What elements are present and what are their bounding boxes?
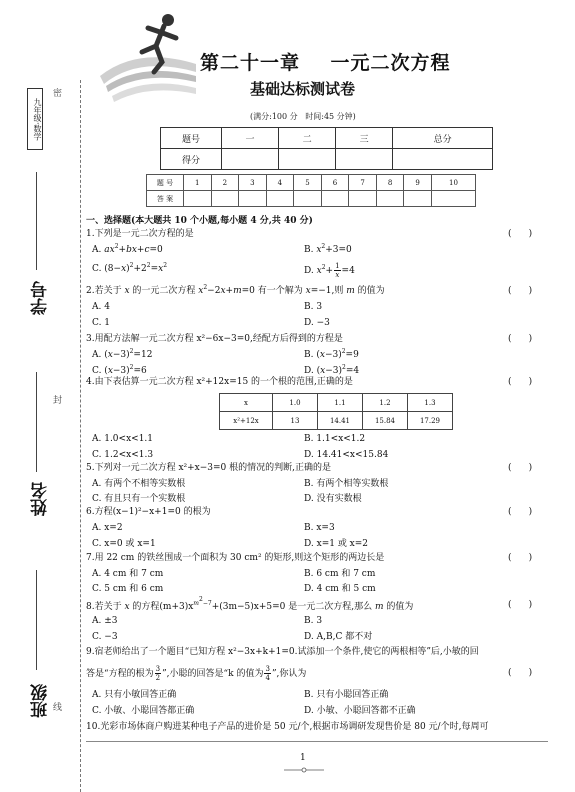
section-heading: 一、选择题(本大题共 10 个小题,每小题 4 分,共 40 分)	[86, 216, 313, 226]
fraction: $\frac{1}{x}$	[335, 262, 340, 279]
answer-bracket[interactable]: ( )	[508, 229, 533, 239]
question-8: 8.若关于 x 的方程$(m+3)x^{m^2-7}+(3m-5)x+5=0$ 是一元二次方程,那么 m 的值为	[86, 596, 414, 612]
estimate-cell: 1.0	[273, 394, 318, 412]
estimate-cell: 15.84	[363, 412, 408, 430]
answer-number-cell: 1	[184, 175, 212, 191]
score-input-cell[interactable]	[279, 149, 336, 170]
q9-text: ”,你认为	[271, 669, 307, 679]
score-row-label: 得分	[161, 149, 222, 170]
q8-option-b: B. 3	[304, 616, 323, 626]
q1-option-b: B. $x^2+3=0$	[304, 243, 352, 255]
score-input-cell[interactable]	[393, 149, 493, 170]
q6-option-c: C. x=0 或 x=1	[92, 539, 156, 549]
answer-input-cell[interactable]	[431, 191, 475, 207]
question-9-line-2	[86, 665, 306, 682]
answer-input-cell[interactable]	[184, 191, 212, 207]
q7-option-b: B. 6 cm 和 7 cm	[304, 569, 376, 579]
score-header-cell: 三	[336, 128, 393, 149]
q6-option-d: D. x=1 或 x=2	[304, 539, 369, 549]
answer-bracket[interactable]: ( )	[508, 286, 533, 296]
fraction-denominator: 4	[265, 674, 270, 682]
q2-stem-text: 的值为	[354, 286, 385, 296]
question-7: 7.用 22 cm 的铁丝围成一个面积为 30 cm² 的矩形,则这个矩形的两边长是	[86, 553, 385, 563]
estimate-cell: 17.29	[408, 412, 453, 430]
q9-text: ”,小聪的回答是“k 的值为	[162, 669, 264, 679]
q6-option-a: A. x=2	[92, 523, 123, 533]
answer-bracket[interactable]: ( )	[508, 463, 533, 473]
q8-option-d: D. A,B,C 都不对	[304, 632, 373, 642]
answer-bracket[interactable]: ( )	[508, 377, 533, 387]
q4-option-c: C. 1.2<x<1.3	[92, 450, 154, 460]
q2-stem-text: 的一元二次方程	[129, 286, 199, 296]
answer-bracket[interactable]: ( )	[508, 507, 533, 517]
q5-option-a: A. 有两个不相等实数根	[92, 479, 186, 489]
answer-input-cell[interactable]	[239, 191, 267, 207]
q2-option-a: A. 4	[92, 302, 110, 312]
question-5: 5.下列对一元二次方程 x²+x−3=0 根的情况的判断,正确的是	[86, 463, 332, 473]
answer-row-label: 答 案	[147, 191, 184, 207]
answer-bracket[interactable]: ( )	[508, 668, 533, 678]
answer-number-cell: 4	[266, 175, 294, 191]
class-label: 班级	[31, 684, 51, 718]
q2-option-b: B. 3	[304, 302, 323, 312]
q7-option-d: D. 4 cm 和 5 cm	[304, 584, 376, 594]
q8-option-a: A. ±3	[92, 616, 118, 626]
q2-stem-text: 2.若关于	[86, 286, 125, 296]
answer-number-cell: 10	[431, 175, 475, 191]
answer-input-cell[interactable]	[349, 191, 377, 207]
q1-option-a: A. $ax^2+bx+c=0$	[92, 243, 163, 255]
fraction-numerator: 3	[155, 665, 161, 673]
fraction	[264, 665, 270, 682]
footer-divider	[86, 741, 548, 742]
q8-stem-text: +(3m−5)x+5=0 是一元二次方程,那么	[211, 602, 375, 612]
q1-option-d: D. $x^2+$ $\frac{1}{x}$ =4	[304, 262, 355, 279]
answer-input-cell[interactable]	[294, 191, 322, 207]
page-ornament-icon	[284, 767, 324, 773]
student-id-blank[interactable]	[36, 172, 37, 270]
q2-stem-text: ,则	[331, 286, 347, 296]
answer-input-cell[interactable]	[376, 191, 404, 207]
answer-number-cell: 8	[376, 175, 404, 191]
answer-number-cell: 3	[239, 175, 267, 191]
q9-text: 答是“方程的根为	[86, 669, 154, 679]
answer-table	[146, 174, 476, 207]
runner-logo-image	[98, 6, 198, 102]
q9-option-d: D. 小敏、小聪回答都不正确	[304, 706, 416, 716]
estimate-cell: 13	[273, 412, 318, 430]
q2-option-c: C. 1	[92, 318, 111, 328]
name-label: 姓名	[31, 482, 51, 516]
q1-option-c: C. $(8-x)^2+2^2=x^2$	[92, 262, 168, 274]
q7-option-c: C. 5 cm 和 6 cm	[92, 584, 164, 594]
estimate-cell: x	[220, 394, 273, 412]
q8-stem-text: 的值为	[383, 602, 414, 612]
answer-number-cell: 2	[211, 175, 239, 191]
score-input-cell[interactable]	[222, 149, 279, 170]
q7-option-a: A. 4 cm 和 7 cm	[92, 569, 164, 579]
question-3: 3.用配方法解一元二次方程 x²−6x−3=0,经配方后得到的方程是	[86, 334, 343, 344]
estimate-cell: 14.41	[318, 412, 363, 430]
q3-option-b: B. $(x-3)^2=9$	[304, 348, 359, 360]
q8-stem-text: 8.若关于	[86, 602, 125, 612]
q5-option-c: C. 有且只有一个实数根	[92, 494, 186, 504]
page-number: 1	[300, 753, 306, 763]
score-table	[160, 127, 493, 170]
question-4: 4.由下表估算一元二次方程 x²+12x=15 的一个根的范围,正确的是	[86, 377, 353, 387]
q2-stem-text: 有一个解为	[254, 286, 306, 296]
answer-number-cell: 6	[321, 175, 349, 191]
estimate-table	[219, 393, 453, 430]
q4-option-a: A. 1.0<x<1.1	[92, 434, 154, 444]
answer-input-cell[interactable]	[404, 191, 432, 207]
q3-option-c: C. $(x-3)^2=6$	[92, 364, 147, 376]
answer-bracket[interactable]: ( )	[508, 334, 533, 344]
seal-word-feng: 封	[53, 396, 63, 406]
seal-word-mi: 密	[53, 89, 63, 99]
question-9-line-1: 9.宿老师给出了一个题目“已知方程 x²−3x+k+1=0.试添加一个条件,使它的两根相等”后,小敏的回	[86, 647, 479, 657]
answer-number-cell: 9	[404, 175, 432, 191]
grade-subject-label: 九年级·数学	[27, 88, 43, 150]
test-subtitle: 基础达标测试卷	[250, 80, 356, 98]
estimate-cell: x²+12x	[220, 412, 273, 430]
seal-word-xian: 线	[53, 703, 63, 713]
q9-option-b: B. 只有小聪回答正确	[304, 690, 389, 700]
q4-option-d: D. 14.41<x<15.84	[304, 450, 389, 460]
answer-bracket[interactable]: ( )	[508, 600, 533, 610]
q9-option-a: A. 只有小敏回答正确	[92, 690, 177, 700]
question-2: 2.若关于 x 的一元二次方程 $x^2-2x+m=0$ 有一个解为 x=−1,则 m 的值为	[86, 284, 385, 296]
chapter-title: 第二十一章 一元二次方程	[200, 52, 451, 74]
estimate-cell: 1.1	[318, 394, 363, 412]
q8-option-c: C. −3	[92, 632, 118, 642]
class-blank[interactable]	[36, 570, 37, 670]
answer-number-cell: 5	[294, 175, 322, 191]
answer-bracket[interactable]: ( )	[508, 553, 533, 563]
answer-input-cell[interactable]	[266, 191, 294, 207]
q9-option-c: C. 小敏、小聪回答都正确	[92, 706, 195, 716]
fraction-denominator: 2	[155, 674, 161, 682]
answer-number-cell: 7	[349, 175, 377, 191]
q8-stem-text: 的方程(m+3)x	[129, 602, 194, 612]
score-input-cell[interactable]	[336, 149, 393, 170]
q6-option-b: B. x=3	[304, 523, 335, 533]
q3-option-a: A. $(x-3)^2=12$	[92, 348, 153, 360]
estimate-cell: 1.3	[408, 394, 453, 412]
q5-option-b: B. 有两个相等实数根	[304, 479, 389, 489]
exam-info: (满分:100 分 时间:45 分钟)	[250, 112, 356, 121]
q2-option-d: D. −3	[304, 318, 330, 328]
fraction-numerator: 3	[265, 665, 270, 673]
score-header-cell: 二	[279, 128, 336, 149]
answer-input-cell[interactable]	[211, 191, 239, 207]
answer-row-label: 题 号	[147, 175, 184, 191]
q3-option-d: D. $(x-3)^2=4$	[304, 364, 360, 376]
question-1: 1.下列是一元二次方程的是	[86, 229, 194, 239]
fraction	[155, 665, 161, 682]
student-id-label: 学号	[31, 281, 51, 315]
score-header-cell: 一	[222, 128, 279, 149]
name-blank[interactable]	[36, 372, 37, 472]
estimate-cell: 1.2	[363, 394, 408, 412]
answer-input-cell[interactable]	[321, 191, 349, 207]
question-10: 10.光彩市场体商户购进某种电子产品的进价是 50 元/个,根据市场调研发现售价是 80 元/个时,每周可	[86, 722, 489, 732]
score-header-cell: 题号	[161, 128, 222, 149]
binding-dashed-line	[80, 80, 81, 792]
q5-option-d: D. 没有实数根	[304, 494, 362, 504]
q4-option-b: B. 1.1<x<1.2	[304, 434, 366, 444]
question-6: 6.方程(x−1)²−x+1=0 的根为	[86, 507, 211, 517]
score-header-cell: 总分	[393, 128, 493, 149]
